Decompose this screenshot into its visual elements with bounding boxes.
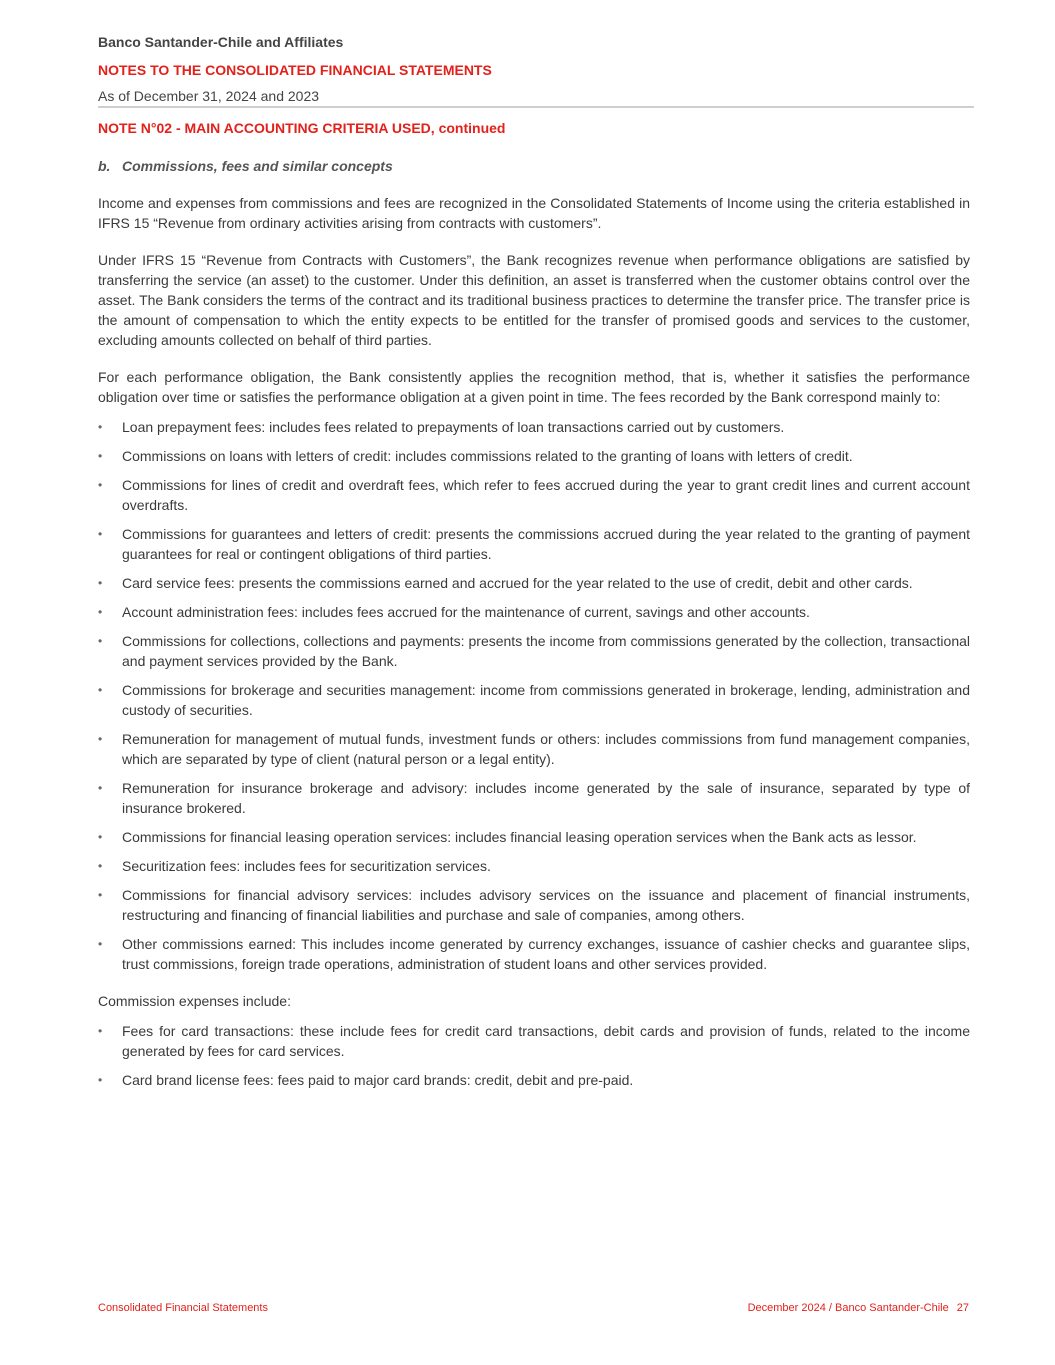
list-item-text: Securitization fees: includes fees for securitization services. xyxy=(122,858,491,874)
bullet-icon: • xyxy=(98,683,103,697)
income-commission-list xyxy=(98,417,970,974)
list-item-text: Commissions for guarantees and letters of credit: presents the commissions accrued during the year related to the granting of payment guarantees for real or contingent obligations of third parties. xyxy=(122,526,970,562)
list-item-text: Commissions for lines of credit and overdraft fees, which refer to fees accrued during the year to grant credit lines and current account overdrafts. xyxy=(122,477,970,513)
bullet-icon: • xyxy=(98,420,103,434)
expense-commission-list xyxy=(98,1021,970,1090)
footer-period: December 2024 / Banco Santander-Chile xyxy=(747,1302,949,1314)
bullet-icon: • xyxy=(98,781,103,795)
list-item xyxy=(98,778,970,818)
list-item xyxy=(98,573,970,593)
bullet-icon: • xyxy=(98,634,103,648)
company-name: Banco Santander-Chile and Affiliates xyxy=(98,34,344,50)
list-item xyxy=(98,1021,970,1061)
paragraph: For each performance obligation, the Bank consistently applies the recognition method, that is, whether it satisfies the performance obligation over time or satisfies the performance obligation at a given point in time. The fees recorded by the Bank correspond mainly to: xyxy=(98,369,970,405)
bullet-icon: • xyxy=(98,937,103,951)
bullet-icon: • xyxy=(98,449,103,463)
list-item-text: Loan prepayment fees: includes fees related to prepayments of loan transactions carried out by customers. xyxy=(122,419,785,435)
bullet-icon: • xyxy=(98,888,103,902)
footer-reference xyxy=(748,1302,969,1314)
as-of-date: As of December 31, 2024 and 2023 xyxy=(98,88,320,104)
list-item-text: Other commissions earned: This includes income generated by currency exchanges, issuance of cashier checks and guarantee slips, trust commissions, foreign trade operations, administration of student loans and other services provided. xyxy=(122,936,970,972)
list-item xyxy=(98,680,970,720)
bullet-icon: • xyxy=(98,478,103,492)
list-item-text: Remuneration for insurance brokerage and advisory: includes income generated by the sale of insurance, separated by type of insurance brokered. xyxy=(122,780,970,816)
list-item-text: Fees for card transactions: these include fees for credit card transactions, debit cards and provision of funds, related to the income generated by fees for card services. xyxy=(122,1023,970,1059)
list-item xyxy=(98,524,970,564)
section-letter: b. xyxy=(98,158,111,174)
list-item-text: Account administration fees: includes fees accrued for the maintenance of current, savings and other accounts. xyxy=(122,604,810,620)
list-item xyxy=(98,475,970,515)
bullet-icon: • xyxy=(98,830,103,844)
bullet-icon: • xyxy=(98,859,103,873)
bullet-icon: • xyxy=(98,732,103,746)
list-item-text: Card brand license fees: fees paid to major card brands: credit, debit and pre-paid. xyxy=(122,1072,634,1088)
list-item xyxy=(98,934,970,974)
list-item xyxy=(98,1070,970,1090)
list-item-text: Card service fees: presents the commissions earned and accrued for the year related to the use of credit, debit and other cards. xyxy=(122,575,913,591)
paragraph: Commission expenses include: xyxy=(98,993,291,1009)
paragraph: Income and expenses from commissions and fees are recognized in the Consolidated Statements of Income using the criteria established in IFRS 15 “Revenue from ordinary activities arising from contracts with customers”. xyxy=(98,195,970,231)
page-number: 27 xyxy=(956,1302,969,1314)
list-item xyxy=(98,827,970,847)
list-item xyxy=(98,446,970,466)
bullet-icon: • xyxy=(98,1073,103,1087)
list-item-text: Remuneration for management of mutual funds, investment funds or others: includes commissions from fund management companies, which are separated by type of client (natural person or a legal entity). xyxy=(122,731,970,767)
note-body xyxy=(98,156,970,1107)
bullet-icon: • xyxy=(98,527,103,541)
footer-document-title: Consolidated Financial Statements xyxy=(98,1302,268,1314)
bullet-icon: • xyxy=(98,576,103,590)
list-item-text: Commissions for brokerage and securities management: income from commissions generated in brokerage, lending, administration and custody of securities. xyxy=(122,682,970,718)
note-heading: NOTE N°02 - MAIN ACCOUNTING CRITERIA USED, continued xyxy=(98,120,506,136)
bullet-icon: • xyxy=(98,605,103,619)
list-item xyxy=(98,631,970,671)
bullet-icon: • xyxy=(98,1024,103,1038)
list-item-text: Commissions for financial advisory services: includes advisory services on the issuance and placement of financial instruments, restructuring and financing of financial liabilities and purchase and sale of companies, among others. xyxy=(122,887,970,923)
list-item-text: Commissions on loans with letters of credit: includes commissions related to the granting of loans with letters of credit. xyxy=(122,448,853,464)
notes-title: NOTES TO THE CONSOLIDATED FINANCIAL STATEMENTS xyxy=(98,62,492,78)
paragraph: Under IFRS 15 “Revenue from Contracts with Customers”, the Bank recognizes revenue when performance obligations are satisfied by transferring the service (an asset) to the customer. Under this definition, an asset is transferred when the customer obtains control over the asset. The Bank considers the terms of the contract and its traditional business practices to determine the transfer price. The transfer price is the amount of compensation to which the entity expects to be entitled for the transfer of promised goods and services to the customer, excluding amounts collected on behalf of third parties. xyxy=(98,252,970,348)
list-item-text: Commissions for collections, collections and payments: presents the income from commissions generated by the collection, transactional and payment services provided by the Bank. xyxy=(122,633,970,669)
section-title-text: Commissions, fees and similar concepts xyxy=(122,158,393,174)
list-item-text: Commissions for financial leasing operation services: includes financial leasing operation services when the Bank acts as lessor. xyxy=(122,829,917,845)
section-title xyxy=(98,156,970,176)
header-divider xyxy=(98,106,974,108)
list-item xyxy=(98,602,970,622)
list-item xyxy=(98,417,970,437)
list-item xyxy=(98,856,970,876)
list-item xyxy=(98,729,970,769)
list-item xyxy=(98,885,970,925)
